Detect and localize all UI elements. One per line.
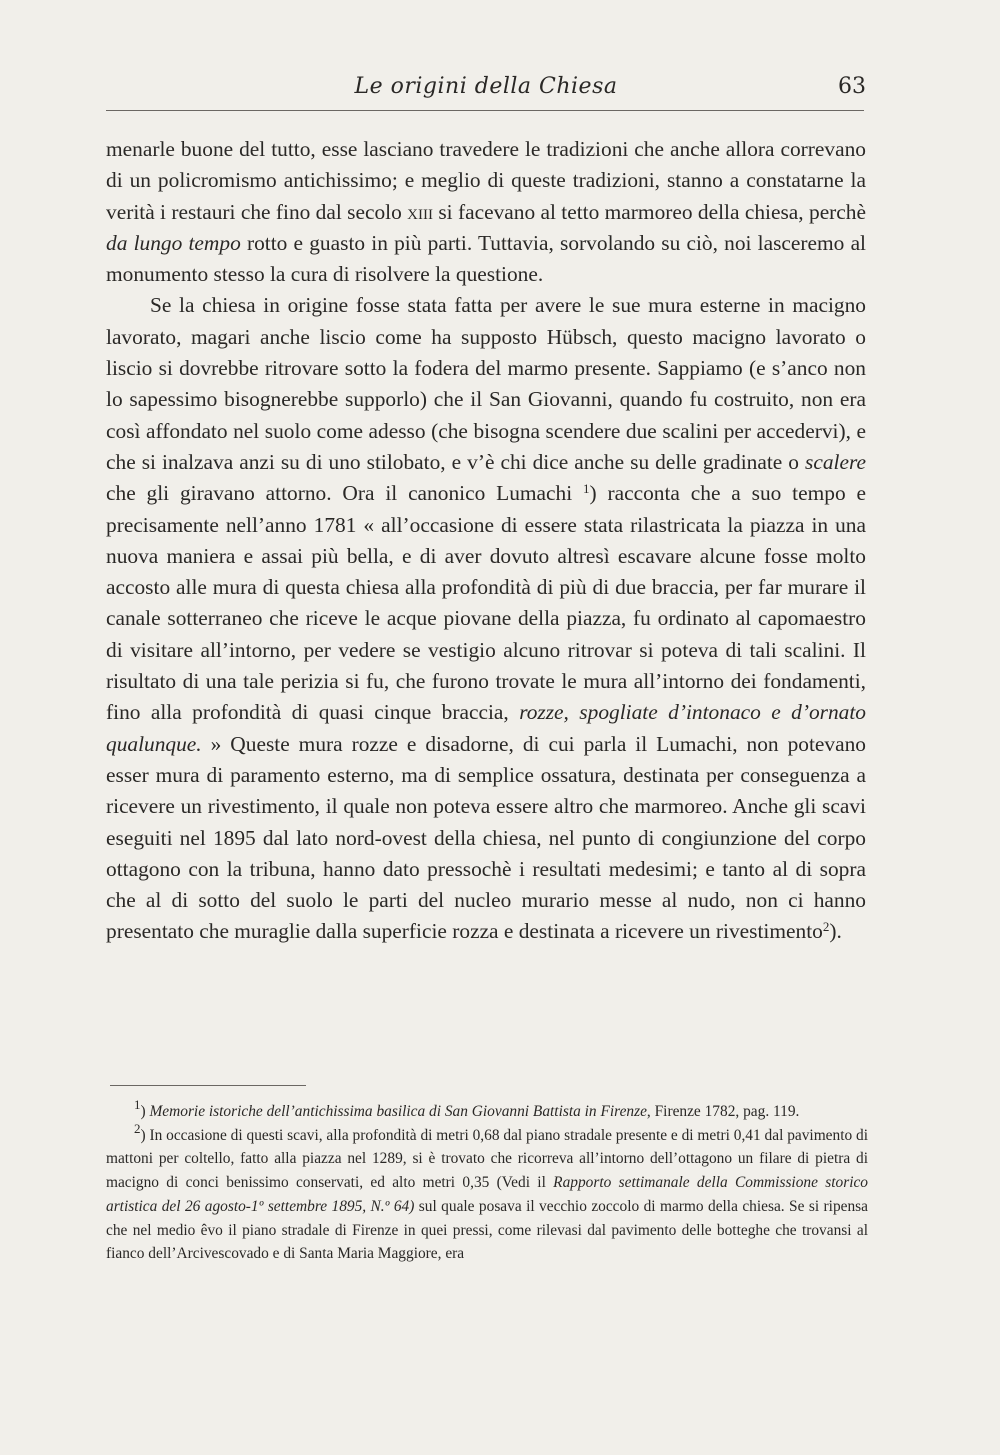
footnote-ref: 1 xyxy=(134,1097,141,1112)
footnote-ref: 2 xyxy=(134,1120,141,1136)
running-header xyxy=(106,74,866,104)
small-caps-run: xiii xyxy=(407,199,433,224)
footnotes xyxy=(106,1097,868,1266)
italic-run: Rapporto settimanale della Commissione storico artistica del 26 agosto-1º settembre 1895, N.º 64) xyxy=(106,1174,868,1215)
text-run: che gli giravano attorno. Ora il canonico Lumachi xyxy=(106,481,583,506)
text-run: , Firenze 1782, pag. 119. xyxy=(646,1103,800,1120)
text-run: ) In occasione di questi scavi, alla profondità di metri 0,68 dal piano stradale presente e di metri 0,41 dal pavimento di mattoni per coltello, fatto alla piazza nel 1289, si è trovato che ricorreva all’intorno dell’ottagono un filare di pietra di macigno di conci benissimo conservati, ed alto metri 0,35 (Vedi il xyxy=(106,1126,868,1192)
footnote-rule xyxy=(110,1085,306,1086)
footnote-ref: 2 xyxy=(822,919,830,935)
text-run: ) racconta che a suo tempo e precisamente nell’anno 1781 « all’occasione di essere stata rilastricata la piazza in una nuova maniera e assai più bella, e di aver dovuto altresì escavare alcune fosse molto accosto alle mura di questa chiesa alla profondità di più di due braccia, per far murare il canale sotterraneo che riceve le acque piovane della piazza, fu ordinato al capomaestro di visitare all’intorno, per vedere se vestigio alcuno ritrovar si poteva di tali scalini. Il risultato di una tale perizia si fu, che furono trovate le mura all’intorno dei fondamenti, fino alla profondità di quasi cinque braccia, xyxy=(106,481,866,725)
text-run: Se la chiesa in origine fosse stata fatta per avere le sue mura esterne in macigno lavorato, magari anche liscio come ha supposto Hübsch, questo macigno lavorato o liscio si dovrebbe ritrovare sotto la fodera del marmo presente. Sappiamo (e s’anco non lo sapessimo bisognerebbe supporlo) che il San Giovanni, quando fu costruito, non era così affondato nel suolo come adesso (che bisogna scendere due scalini per accedervi), e che si inalzava anzi su di uno stilobato, e v’è chi dice anche su delle gradinate o xyxy=(106,293,866,474)
text-run: ) xyxy=(140,1103,150,1120)
italic-run: scalere xyxy=(805,449,866,474)
text-run: menarle buone del tutto, esse lasciano travedere le tradizioni che anche allora correvano di un policromismo antichissimo; e meglio di queste tradizioni, stanno a constatarne la verità i restauri che fino dal secolo xyxy=(106,137,866,224)
footnote-1 xyxy=(106,1097,868,1124)
footnote-2 xyxy=(106,1120,868,1266)
italic-run: Memorie istoriche dell’antichissima basilica di San Giovanni Battista in Firenze xyxy=(149,1103,647,1120)
footnote-ref: 1 xyxy=(583,481,590,497)
header-rule xyxy=(106,110,864,111)
text-run: » Queste mura rozze e disadorne, di cui parla il Lumachi, non potevano esser mura di paramento esterno, ma di semplice ossatura, destinata per conseguenza a ricevere un rivestimento, il quale non poteva essere altro che marmoreo. Anche gli scavi eseguiti nel 1895 dal lato nord-ovest della chiesa, nel punto di congiunzione del corpo ottagono con la tribuna, hanno dato pressochè i resultati medesimi; e tanto al di sopra che al di sotto del suolo le parti del nucleo murario messe al nudo, non ci hanno presentato che muraglie dalla superficie rozza e destinata a ricevere un rivestimento xyxy=(106,731,866,944)
text-run: si facevano al tetto marmoreo della chiesa, perchè xyxy=(433,199,866,224)
page-number: 63 xyxy=(838,74,866,99)
paragraph xyxy=(106,134,866,290)
main-text xyxy=(106,134,866,948)
text-run: rotto e guasto in più parti. Tuttavia, sorvolando su ciò, noi lasceremo al monumento stesso la cura di risolvere la questione. xyxy=(106,230,867,287)
italic-run: da lungo tempo xyxy=(106,230,241,255)
paragraph xyxy=(106,290,866,947)
text-run: ). xyxy=(829,919,842,944)
running-title: Le origini della Chiesa xyxy=(354,74,618,99)
text-run: sul quale posava il vecchio zoccolo di marmo della chiesa. Se si ripensa che nel medio êvo il piano stradale di Firenze in quei pressi, come rilevasi dal pavimento delle botteghe che trovansi al fianco dell’Arcivescovado e di Santa Maria Maggiore, era xyxy=(106,1197,868,1263)
italic-run: rozze, spogliate d’intonaco e d’ornato qualunque. xyxy=(106,700,866,756)
